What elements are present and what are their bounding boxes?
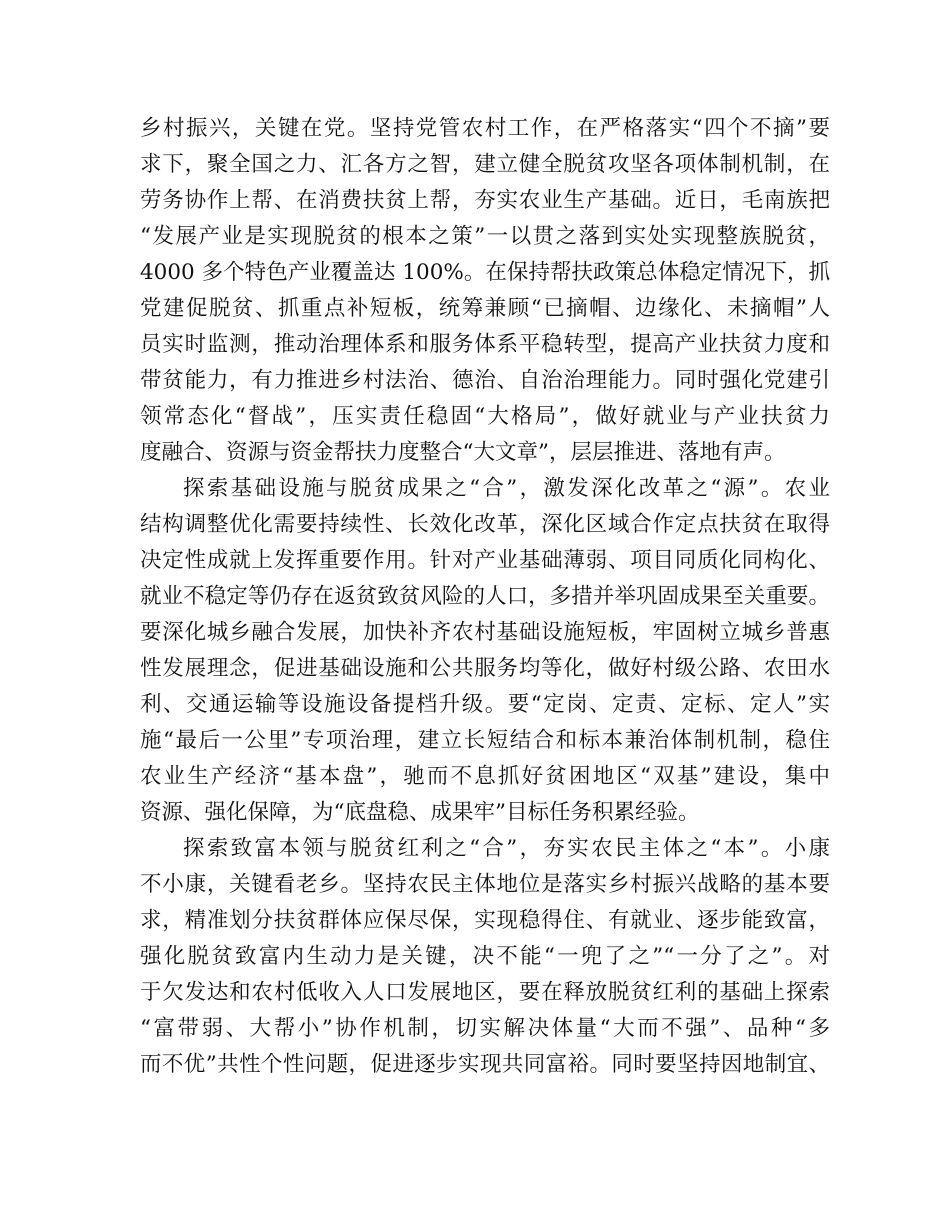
text-line: 结构调整优化需要持续性、长效化改革，深化区域合作定点扶贫在取得 xyxy=(140,512,830,537)
text-line: 度融合、资源与资金帮扶力度整合“大文章”，层层推进、落地有声。 xyxy=(140,440,786,465)
text-line: 求下，聚全国之力、汇各方之智，建立健全脱贫攻坚各项体制机制，在 xyxy=(140,152,830,177)
text-line: 利、交通运输等设施设备提档升级。要“定岗、定责、定标、定人”实 xyxy=(140,692,830,717)
text-line: 带贫能力，有力推进乡村法治、德治、自治治理能力。同时强化党建引 xyxy=(140,368,830,393)
text-line: 不小康，关键看老乡。坚持农民主体地位是落实乡村振兴战略的基本要 xyxy=(140,872,830,897)
text-line: 强化脱贫致富内生动力是关键，决不能“一兜了之”“一分了之”。对 xyxy=(140,944,830,969)
text-line: 劳务协作上帮、在消费扶贫上帮，夯实农业生产基础。近日，毛南族把 xyxy=(140,188,830,213)
text-line: 领常态化“督战”，压实责任稳固“大格局”，做好就业与产业扶贫力 xyxy=(140,404,830,429)
text-line: 决定性成就上发挥重要作用。针对产业基础薄弱、项目同质化同构化、 xyxy=(140,548,830,573)
text-line: 于欠发达和农村低收入人口发展地区，要在释放脱贫红利的基础上探索 xyxy=(140,980,830,1005)
text-line: 就业不稳定等仍存在返贫致贫风险的人口，多措并举巩固成果至关重要。 xyxy=(140,584,830,609)
text-line: 而不优”共性个性问题，促进逐步实现共同富裕。同时要坚持因地制宜、 xyxy=(140,1052,830,1077)
text-line: 探索致富本领与脱贫红利之“合”，夯实农民主体之“本”。小康 xyxy=(183,836,830,861)
document-body xyxy=(140,111,830,1083)
text-line: 施“最后一公里”专项治理，建立长短结合和标本兼治体制机制，稳住 xyxy=(140,728,830,753)
text-line: “发展产业是实现脱贫的根本之策”一以贯之落到实处实现整族脱贫， xyxy=(140,224,830,249)
text-line: 农业生产经济“基本盘”，驰而不息抓好贫困地区“双基”建设，集中 xyxy=(140,764,830,789)
text-line: 党建促脱贫、抓重点补短板，统筹兼顾“已摘帽、边缘化、未摘帽”人 xyxy=(140,296,830,321)
text-line: 员实时监测，推动治理体系和服务体系平稳转型，提高产业扶贫力度和 xyxy=(140,332,830,357)
text-line: 资源、强化保障，为“底盘稳、成果牢”目标任务积累经验。 xyxy=(140,800,700,825)
text-line: 要深化城乡融合发展，加快补齐农村基础设施短板，牢固树立城乡普惠 xyxy=(140,620,830,645)
text-line: 4000 多个特色产业覆盖达 100%。在保持帮扶政策总体稳定情况下，抓 xyxy=(140,260,830,285)
text-line: 求，精准划分扶贫群体应保尽保，实现稳得住、有就业、逐步能致富， xyxy=(140,908,830,933)
paragraph-2 xyxy=(140,471,830,831)
paragraph-1 xyxy=(140,111,830,471)
text-line: 乡村振兴，关键在党。坚持党管农村工作，在严格落实“四个不摘”要 xyxy=(140,116,830,141)
paragraph-3 xyxy=(140,831,830,1083)
text-line: 探索基础设施与脱贫成果之“合”，激发深化改革之“源”。农业 xyxy=(183,476,830,501)
text-line: 性发展理念，促进基础设施和公共服务均等化，做好村级公路、农田水 xyxy=(140,656,830,681)
text-line: “富带弱、大帮小”协作机制，切实解决体量“大而不强”、品种“多 xyxy=(140,1016,830,1041)
